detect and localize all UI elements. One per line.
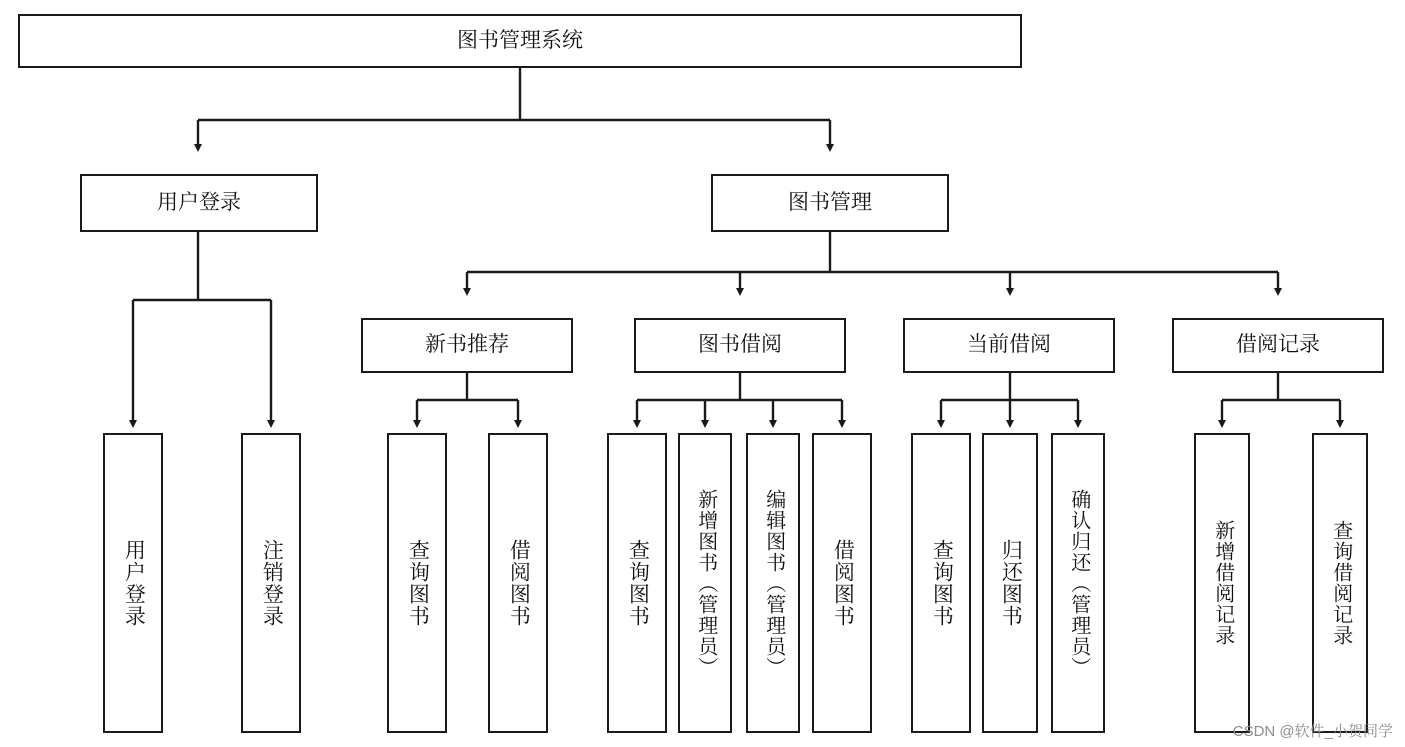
node-leaf-query-book-3-label: 查询图书: [930, 539, 954, 627]
watermark-text: CSDN @软件_小贺同学: [1232, 723, 1393, 740]
node-leaf-logout[interactable]: [241, 433, 301, 733]
node-borrow-record-label: 借阅记录: [1236, 333, 1320, 357]
node-borrow-record[interactable]: [1172, 318, 1384, 373]
node-leaf-confirm-return[interactable]: [1051, 433, 1105, 733]
node-new-book-rec-label: 新书推荐: [425, 333, 509, 357]
node-leaf-query-book-3[interactable]: [911, 433, 971, 733]
node-book-manage-label: 图书管理: [788, 190, 872, 214]
node-leaf-add-book-label: 新增图书（管理员）: [694, 488, 717, 678]
node-leaf-query-record[interactable]: [1312, 433, 1368, 733]
node-current-borrow-label: 当前借阅: [967, 333, 1051, 357]
node-leaf-return-book-label: 归还图书: [999, 539, 1023, 627]
node-current-borrow[interactable]: [903, 318, 1115, 373]
node-leaf-query-book-2[interactable]: [607, 433, 667, 733]
node-leaf-borrow-book-2-label: 借阅图书: [831, 539, 855, 627]
node-user-login[interactable]: [80, 174, 318, 232]
node-leaf-query-book-1-label: 查询图书: [406, 539, 430, 627]
node-leaf-borrow-book-2[interactable]: [812, 433, 872, 733]
node-user-login-label: 用户登录: [157, 190, 241, 214]
node-book-borrow[interactable]: [634, 318, 846, 373]
node-root[interactable]: [18, 14, 1022, 68]
node-leaf-user-login[interactable]: [103, 433, 163, 733]
node-leaf-edit-book-label: 编辑图书（管理员）: [762, 488, 785, 678]
node-root-label: 图书管理系统: [457, 28, 583, 52]
node-book-manage[interactable]: [711, 174, 949, 232]
node-book-borrow-label: 图书借阅: [698, 333, 782, 357]
node-new-book-rec[interactable]: [361, 318, 573, 373]
node-leaf-confirm-return-label: 确认归还（管理员）: [1067, 488, 1090, 678]
node-leaf-return-book[interactable]: [982, 433, 1038, 733]
node-leaf-query-book-1[interactable]: [387, 433, 447, 733]
node-leaf-borrow-book-1-label: 借阅图书: [507, 539, 531, 627]
node-leaf-borrow-book-1[interactable]: [488, 433, 548, 733]
node-leaf-add-book[interactable]: [678, 433, 732, 733]
node-leaf-user-login-label: 用户登录: [122, 539, 146, 627]
node-leaf-edit-book[interactable]: [746, 433, 800, 733]
node-leaf-query-book-2-label: 查询图书: [626, 539, 650, 627]
node-leaf-add-record-label: 新增借阅记录: [1211, 520, 1234, 646]
node-leaf-logout-label: 注销登录: [260, 539, 284, 627]
node-leaf-add-record[interactable]: [1194, 433, 1250, 733]
node-leaf-query-record-label: 查询借阅记录: [1329, 520, 1352, 646]
